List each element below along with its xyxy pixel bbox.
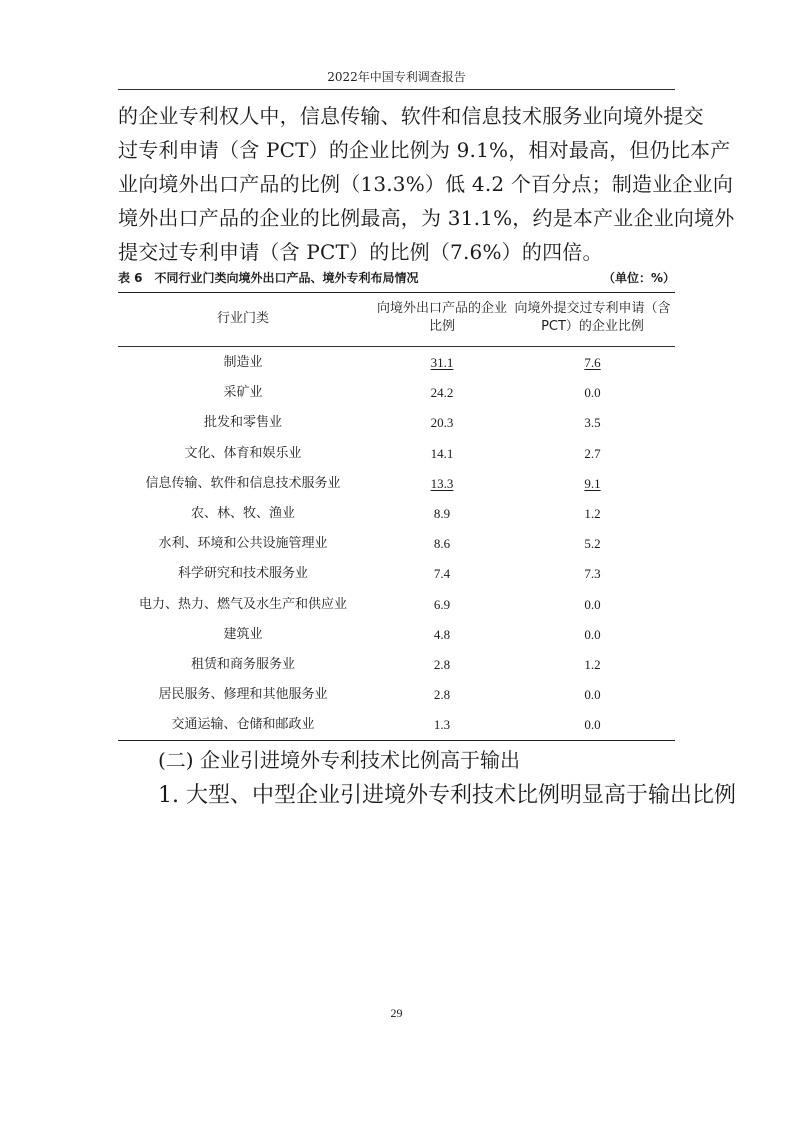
- table-caption-row: [118, 268, 675, 288]
- highlighted-value: 7.6: [584, 355, 601, 370]
- export-ratio-cell: 24.2: [430, 385, 454, 401]
- table-row: [118, 559, 675, 589]
- patent-ratio-cell: [510, 348, 675, 378]
- industry-cell: 科学研究和技术服务业: [177, 566, 308, 582]
- export-ratio-cell: [372, 348, 512, 378]
- highlighted-value: 13.3: [430, 475, 454, 491]
- industry-cell: 居民服务、修理和其他服务业: [158, 687, 328, 703]
- table-row: [118, 408, 675, 438]
- column-header-export-ratio: 向境外出口产品的企业比例: [376, 301, 507, 334]
- patent-ratio-cell: 2.7: [584, 445, 601, 461]
- industry-cell: 水利、环境和公共设施管理业: [158, 536, 328, 552]
- patent-ratio-cell: 0.0: [584, 626, 601, 642]
- export-ratio-cell: 6.9: [433, 596, 451, 612]
- table-unit: （单位：%）: [602, 271, 675, 285]
- table-row: [118, 378, 675, 408]
- table-body: [118, 348, 675, 740]
- export-ratio-cell: 2.8: [433, 687, 451, 703]
- paragraph-line: 提交过专利申请（含 PCT）的比例（7.6%）的四倍。: [118, 240, 603, 264]
- table-row: [118, 529, 675, 559]
- industry-cell: 批发和零售业: [203, 415, 282, 431]
- table-row: [118, 348, 675, 378]
- export-ratio-cell: 1.3: [433, 717, 451, 733]
- industry-cell: 制造业: [223, 355, 263, 370]
- table-row: [118, 650, 675, 680]
- table-row: [118, 439, 675, 469]
- patent-ratio-cell: 7.3: [584, 566, 601, 582]
- section-heading: (二) 企业引进境外专利技术比例高于输出: [158, 748, 520, 772]
- running-header: 2022年中国专利调查报告: [327, 70, 466, 84]
- export-ratio-cell: 8.9: [433, 505, 451, 521]
- table-row: [118, 620, 675, 650]
- table-row: [118, 499, 675, 529]
- column-header-industry: 行业门类: [216, 311, 269, 326]
- table-top-rule: [118, 292, 675, 293]
- header-rule: [118, 89, 675, 90]
- export-ratio-cell: 7.4: [433, 566, 451, 582]
- patent-ratio-cell: 0.0: [584, 596, 601, 612]
- industry-cell: 建筑业: [223, 626, 263, 642]
- patent-ratio-cell: 0.0: [584, 385, 601, 401]
- industry-cell: 交通运输、仓储和邮政业: [171, 717, 315, 733]
- industry-cell: 采矿业: [223, 385, 263, 401]
- paragraph-line: 业向境外出口产品的比例（13.3%）低 4.2 个百分点；制造业企业向: [118, 172, 734, 196]
- patent-ratio-cell: 0.0: [584, 717, 601, 733]
- table-caption: 表 6 不同行业门类向境外出口产品、境外专利布局情况: [118, 271, 419, 285]
- export-ratio-cell: 14.1: [430, 445, 454, 461]
- subsection-heading: 1. 大型、中型企业引进境外专利技术比例明显高于输出比例: [158, 783, 736, 808]
- export-ratio-cell: 4.8: [433, 626, 451, 642]
- column-header-patent-ratio: 向境外提交过专利申请（含 PCT）的企业比例: [514, 301, 671, 334]
- industry-cell: 租赁和商务服务业: [190, 656, 295, 672]
- industry-cell: 文化、体育和娱乐业: [184, 445, 302, 461]
- patent-ratio-cell: [510, 469, 675, 499]
- patent-ratio-cell: 5.2: [584, 536, 601, 552]
- industry-cell: 农、林、牧、渔业: [190, 505, 295, 521]
- highlighted-value: 9.1: [584, 475, 601, 491]
- export-ratio-cell: 20.3: [430, 415, 454, 431]
- highlighted-value: 31.1: [430, 355, 454, 370]
- paragraph-line: 境外出口产品的企业的比例最高，为 31.1%，约是本产业企业向境外: [118, 206, 735, 230]
- industry-cell: 信息传输、软件和信息技术服务业: [145, 475, 341, 491]
- table-header-rule: [118, 346, 675, 347]
- patent-ratio-cell: 1.2: [584, 656, 601, 672]
- paragraph-line: 的企业专利权人中，信息传输、软件和信息技术服务业向境外提交: [118, 104, 704, 128]
- body-paragraph: [118, 99, 735, 269]
- export-ratio-cell: 8.6: [433, 536, 451, 552]
- page-number: 29: [390, 1006, 403, 1020]
- export-ratio-cell: 2.8: [433, 656, 451, 672]
- table-bottom-rule: [118, 740, 675, 741]
- patent-ratio-cell: 3.5: [584, 415, 601, 431]
- industry-cell: 电力、热力、燃气及水生产和供应业: [138, 596, 347, 612]
- table-row: [118, 469, 675, 499]
- table-row: [118, 680, 675, 710]
- patent-ratio-cell: 1.2: [584, 505, 601, 521]
- export-ratio-cell: [372, 469, 512, 499]
- paragraph-line: 过专利申请（含 PCT）的企业比例为 9.1%，相对最高，但仍比本产: [118, 138, 731, 162]
- table-row: [118, 590, 675, 620]
- table-row: [118, 710, 675, 740]
- patent-ratio-cell: 0.0: [584, 687, 601, 703]
